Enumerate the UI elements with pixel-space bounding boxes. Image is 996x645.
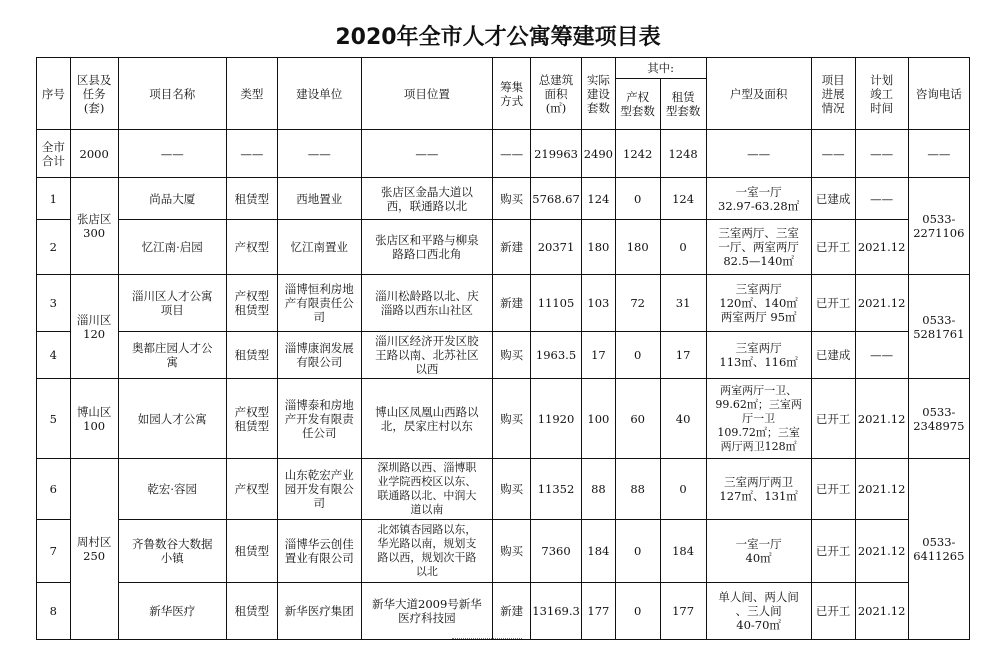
header-progress: 项目 进展 情况: [811, 58, 855, 130]
cell-area: 11920: [531, 379, 582, 459]
cell-progress: 已开工: [811, 583, 855, 640]
cell-layout: 一室一厅 32.97-63.28㎡: [706, 178, 811, 220]
header-row-1: [37, 58, 970, 79]
cell-completion: 2021.12: [855, 379, 908, 459]
header-layout: 户型及面积: [706, 58, 811, 130]
cell-name: 乾宏·容园: [118, 459, 226, 520]
summary-progress: ——: [811, 130, 855, 178]
cell-builder: 西地置业: [277, 178, 361, 220]
cell-units: 100: [582, 379, 616, 459]
header-builder: 建设单位: [277, 58, 361, 130]
cell-builder: 淄博恒利房地 产有限责任公 司: [277, 275, 361, 332]
header-units: 实际 建设 套数: [582, 58, 616, 130]
cell-ownership-units: 72: [615, 275, 660, 332]
cell-method: 新建: [493, 583, 531, 640]
cell-rental-units: 0: [660, 220, 706, 275]
cell-ownership-units: 60: [615, 379, 660, 459]
summary-layout: ——: [706, 130, 811, 178]
cell-phone: 0533- 6411265: [908, 459, 969, 640]
cell-type: 租赁型: [226, 332, 277, 379]
summary-ownership-units: 1242: [615, 130, 660, 178]
header-of-which: 其中:: [615, 58, 706, 79]
cell-ownership-units: 88: [615, 459, 660, 520]
cell-location: 淄川区经济开发区胶 王路以南、北苏社区 以西: [361, 332, 493, 379]
cell-type: 租赁型: [226, 178, 277, 220]
cell-method: 新建: [493, 275, 531, 332]
cell-completion: ——: [855, 178, 908, 220]
summary-name: ——: [118, 130, 226, 178]
cell-area: 20371: [531, 220, 582, 275]
cell-district: 周村区 250: [70, 459, 118, 640]
summary-row: [37, 130, 970, 178]
cell-district: 博山区 100: [70, 379, 118, 459]
summary-phone: ——: [908, 130, 969, 178]
cell-rental-units: 124: [660, 178, 706, 220]
cell-progress: 已开工: [811, 275, 855, 332]
cell-units: 177: [582, 583, 616, 640]
summary-rental-units: 1248: [660, 130, 706, 178]
summary-units: 2490: [582, 130, 616, 178]
cell-name: 淄川区人才公寓 项目: [118, 275, 226, 332]
cell-rental-units: 17: [660, 332, 706, 379]
cell-district: 张店区 300: [70, 178, 118, 275]
cell-seq: 2: [37, 220, 71, 275]
cell-layout: 三室两厅、三室 一厅、两室两厅 82.5—140㎡: [706, 220, 811, 275]
header-completion: 计划 竣工 时间: [855, 58, 908, 130]
header-location: 项目位置: [361, 58, 493, 130]
cell-district: 淄川区 120: [70, 275, 118, 379]
cell-ownership-units: 0: [615, 178, 660, 220]
cell-area: 11105: [531, 275, 582, 332]
cell-method: 购买: [493, 379, 531, 459]
summary-builder: ——: [277, 130, 361, 178]
cell-phone: 0533- 2271106: [908, 178, 969, 275]
cell-seq: 6: [37, 459, 71, 520]
cell-seq: 3: [37, 275, 71, 332]
page-footer-divider: [452, 638, 522, 640]
summary-location: ——: [361, 130, 493, 178]
summary-district: 2000: [70, 130, 118, 178]
summary-seq: 全市 合计: [37, 130, 71, 178]
table-row: [37, 520, 970, 583]
cell-method: 购买: [493, 459, 531, 520]
cell-completion: 2021.12: [855, 583, 908, 640]
cell-area: 1963.5: [531, 332, 582, 379]
cell-name: 如园人才公寓: [118, 379, 226, 459]
cell-completion: 2021.12: [855, 459, 908, 520]
cell-builder: 忆江南置业: [277, 220, 361, 275]
cell-name: 尚品大厦: [118, 178, 226, 220]
cell-progress: 已开工: [811, 379, 855, 459]
cell-progress: 已开工: [811, 459, 855, 520]
header-phone: 咨询电话: [908, 58, 969, 130]
cell-seq: 8: [37, 583, 71, 640]
header-district: 区县及 任务 (套): [70, 58, 118, 130]
header-seq: 序号: [37, 58, 71, 130]
cell-type: 产权型 租赁型: [226, 379, 277, 459]
cell-rental-units: 177: [660, 583, 706, 640]
cell-completion: 2021.12: [855, 520, 908, 583]
cell-phone: 0533- 5281761: [908, 275, 969, 379]
cell-type: 产权型: [226, 459, 277, 520]
cell-ownership-units: 0: [615, 583, 660, 640]
cell-type: 租赁型: [226, 583, 277, 640]
cell-seq: 4: [37, 332, 71, 379]
cell-type: 产权型 租赁型: [226, 275, 277, 332]
header-method: 筹集 方式: [493, 58, 531, 130]
cell-rental-units: 31: [660, 275, 706, 332]
summary-completion: ——: [855, 130, 908, 178]
cell-units: 180: [582, 220, 616, 275]
cell-units: 17: [582, 332, 616, 379]
table-row: [37, 459, 970, 520]
cell-builder: 新华医疗集团: [277, 583, 361, 640]
cell-units: 103: [582, 275, 616, 332]
cell-rental-units: 184: [660, 520, 706, 583]
table-row: [37, 332, 970, 379]
cell-completion: 2021.12: [855, 275, 908, 332]
cell-units: 184: [582, 520, 616, 583]
cell-ownership-units: 0: [615, 520, 660, 583]
cell-name: 新华医疗: [118, 583, 226, 640]
cell-completion: ——: [855, 332, 908, 379]
cell-location: 深圳路以西、淄博职 业学院西校区以东、 联通路以北、中润大 道以南: [361, 459, 493, 520]
cell-rental-units: 0: [660, 459, 706, 520]
cell-name: 齐鲁数谷大数据 小镇: [118, 520, 226, 583]
projects-table: [36, 57, 970, 640]
cell-layout: 两室两厅一卫、 99.62㎡；三室两 厅一卫 109.72㎡；三室 两厅两卫128㎡: [706, 379, 811, 459]
cell-progress: 已建成: [811, 178, 855, 220]
cell-area: 7360: [531, 520, 582, 583]
summary-area: 219963: [531, 130, 582, 178]
cell-location: 淄川松龄路以北、庆 淄路以西东山社区: [361, 275, 493, 332]
cell-units: 124: [582, 178, 616, 220]
cell-type: 产权型: [226, 220, 277, 275]
header-rental-units: 租赁 型套数: [660, 79, 706, 130]
cell-method: 新建: [493, 220, 531, 275]
summary-method: ——: [493, 130, 531, 178]
cell-location: 博山区凤凰山西路以 北，昃家庄村以东: [361, 379, 493, 459]
cell-type: 租赁型: [226, 520, 277, 583]
cell-location: 张店区和平路与柳泉 路路口西北角: [361, 220, 493, 275]
cell-location: 北郊镇杏园路以东， 华光路以南，规划支 路以西，规划次干路 以北: [361, 520, 493, 583]
cell-progress: 已开工: [811, 220, 855, 275]
cell-builder: 淄博华云创佳 置业有限公司: [277, 520, 361, 583]
cell-method: 购买: [493, 332, 531, 379]
cell-seq: 5: [37, 379, 71, 459]
cell-units: 88: [582, 459, 616, 520]
cell-seq: 1: [37, 178, 71, 220]
cell-method: 购买: [493, 520, 531, 583]
table-row: [37, 178, 970, 220]
cell-layout: 单人间、两人间 、三人间 40-70㎡: [706, 583, 811, 640]
table-row: [37, 220, 970, 275]
cell-area: 5768.67: [531, 178, 582, 220]
cell-seq: 7: [37, 520, 71, 583]
cell-ownership-units: 0: [615, 332, 660, 379]
cell-area: 13169.3: [531, 583, 582, 640]
summary-type: ——: [226, 130, 277, 178]
header-name: 项目名称: [118, 58, 226, 130]
cell-layout: 三室两厅两卫 127㎡、131㎡: [706, 459, 811, 520]
cell-name: 忆江南·启园: [118, 220, 226, 275]
cell-builder: 山东乾宏产业 园开发有限公 司: [277, 459, 361, 520]
header-type: 类型: [226, 58, 277, 130]
cell-name: 奥都庄园人才公 寓: [118, 332, 226, 379]
header-area: 总建筑 面积 (㎡): [531, 58, 582, 130]
header-ownership-units: 产权 型套数: [615, 79, 660, 130]
cell-layout: 三室两厅 120㎡、140㎡ 两室两厅 95㎡: [706, 275, 811, 332]
cell-area: 11352: [531, 459, 582, 520]
table-row: [37, 583, 970, 640]
cell-location: 张店区金晶大道以 西，联通路以北: [361, 178, 493, 220]
cell-layout: 一室一厅 40㎡: [706, 520, 811, 583]
cell-method: 购买: [493, 178, 531, 220]
cell-builder: 淄博泰和房地 产开发有限责 任公司: [277, 379, 361, 459]
cell-rental-units: 40: [660, 379, 706, 459]
cell-builder: 淄博康润发展 有限公司: [277, 332, 361, 379]
table-row: [37, 379, 970, 459]
table-row: [37, 275, 970, 332]
cell-completion: 2021.12: [855, 220, 908, 275]
cell-ownership-units: 180: [615, 220, 660, 275]
cell-phone: 0533- 2348975: [908, 379, 969, 459]
cell-layout: 三室两厅 113㎡、116㎡: [706, 332, 811, 379]
cell-location: 新华大道2009号新华 医疗科技园: [361, 583, 493, 640]
page-title: 2020年全市人才公寓筹建项目表: [335, 25, 661, 50]
cell-progress: 已开工: [811, 520, 855, 583]
cell-progress: 已建成: [811, 332, 855, 379]
